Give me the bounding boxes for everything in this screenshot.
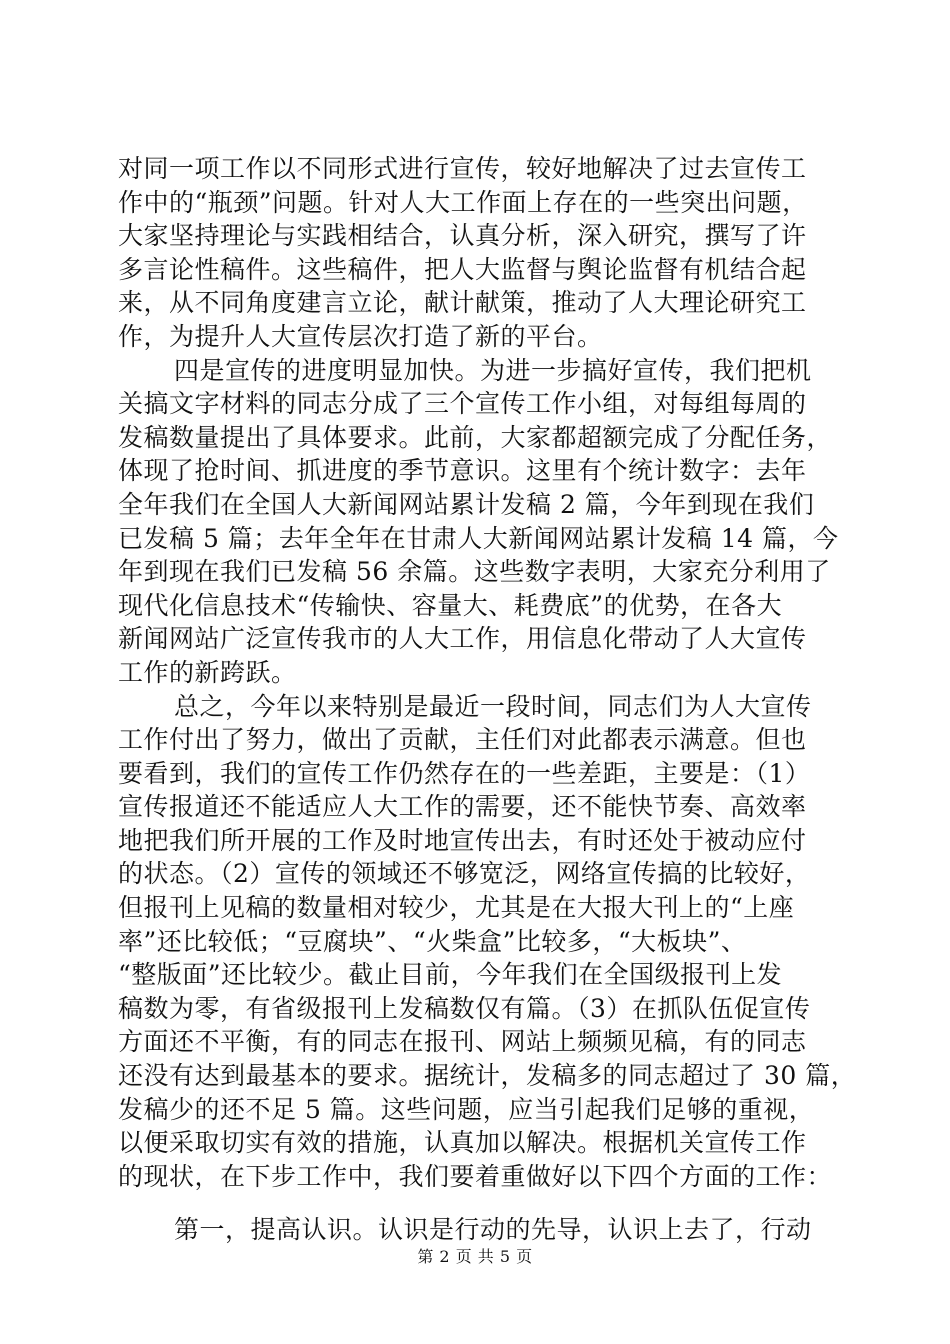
text-line: 发稿少的还不足 5 篇。这些问题，应当引起我们足够的重视， <box>118 1094 815 1124</box>
text-line: 发稿数量提出了具体要求。此前，大家都超额完成了分配任务， <box>118 422 833 452</box>
paragraph <box>118 152 838 354</box>
text-line: 全年我们在全国人大新闻网站累计发稿 2 篇，今年到现在我们 <box>118 489 815 519</box>
paragraph <box>118 690 857 1194</box>
text-line: 工作的新跨跃。 <box>118 657 297 687</box>
text-line: 的现状，在下步工作中，我们要着重做好以下四个方面的工作： <box>118 1161 833 1191</box>
text-line: 作，为提升人大宣传层次打造了新的平台。 <box>118 321 603 351</box>
text-line: 新闻网站广泛宣传我市的人大工作，用信息化带动了人大宣传 <box>118 624 807 654</box>
text-line: 现代化信息技术“传输快、容量大、耗费底”的优势，在各大 <box>118 590 783 620</box>
paragraph <box>118 1213 838 1247</box>
text-line: 以便采取切实有效的措施，认真加以解决。根据机关宣传工作 <box>118 1128 807 1158</box>
text-line: 作中的“瓶颈”问题。针对人大工作面上存在的一些突出问题， <box>118 187 808 217</box>
text-line: “整版面”还比较少。截止目前，今年我们在全国级报刊上发 <box>118 960 783 990</box>
text-line: 第一，提高认识。认识是行动的先导，认识上去了，行动 <box>174 1215 812 1245</box>
text-line: 稿数为零，有省级报刊上发稿数仅有篇。（3）在抓队伍促宣传 <box>118 993 811 1023</box>
text-line: 要看到，我们的宣传工作仍然存在的一些差距，主要是：（1） <box>118 758 811 788</box>
text-line: 宣传报道还不能适应人大工作的需要，还不能快节奏、高效率 <box>118 792 807 822</box>
text-line: 体现了抢时间、抓进度的季节意识。这里有个统计数字：去年 <box>118 456 807 486</box>
text-line: 多言论性稿件。这些稿件，把人大监督与舆论监督有机结合起 <box>118 254 807 284</box>
document-body <box>118 152 857 1247</box>
text-line: 还没有达到最基本的要求。据统计，发稿多的同志超过了 30 篇， <box>118 1061 857 1091</box>
text-line: 四是宣传的进度明显加快。为进一步搞好宣传，我们把机 <box>174 355 812 385</box>
text-line: 对同一项工作以不同形式进行宣传，较好地解决了过去宣传工 <box>118 154 807 183</box>
text-line: 方面还不平衡，有的同志在报刊、网站上频频见稿，有的同志 <box>118 1027 807 1057</box>
text-line: 地把我们所开展的工作及时地宣传出去，有时还处于被动应付 <box>118 825 807 855</box>
text-line: 工作付出了努力，做出了贡献，主任们对此都表示满意。但也 <box>118 725 807 755</box>
text-line: 大家坚持理论与实践相结合，认真分析，深入研究，撰写了许 <box>118 221 807 251</box>
text-line: 的状态。（2）宣传的领域还不够宽泛，网络宣传搞的比较好， <box>118 859 811 889</box>
paragraph <box>118 354 838 690</box>
text-line: 率”还比较低；“豆腐块”、“火柴盒”比较多，“大板块”、 <box>118 926 747 956</box>
text-line: 总之，今年以来特别是最近一段时间，同志们为人大宣传 <box>174 691 812 721</box>
text-line: 但报刊上见稿的数量相对较少，尤其是在大报大刊上的“上座 <box>118 893 795 923</box>
text-line: 关搞文字材料的同志分成了三个宣传工作小组，对每组每周的 <box>118 389 807 419</box>
text-line: 已发稿 5 篇；去年全年在甘肃人大新闻网站累计发稿 14 篇，今 <box>118 523 839 553</box>
text-line: 来，从不同角度建言立论，献计献策，推动了人大理论研究工 <box>118 288 807 318</box>
page-footer: 第 2 页 共 5 页 <box>417 1247 533 1266</box>
text-line: 年到现在我们已发稿 56 余篇。这些数字表明，大家充分利用了 <box>118 557 831 587</box>
paragraph-gap <box>118 1193 838 1213</box>
